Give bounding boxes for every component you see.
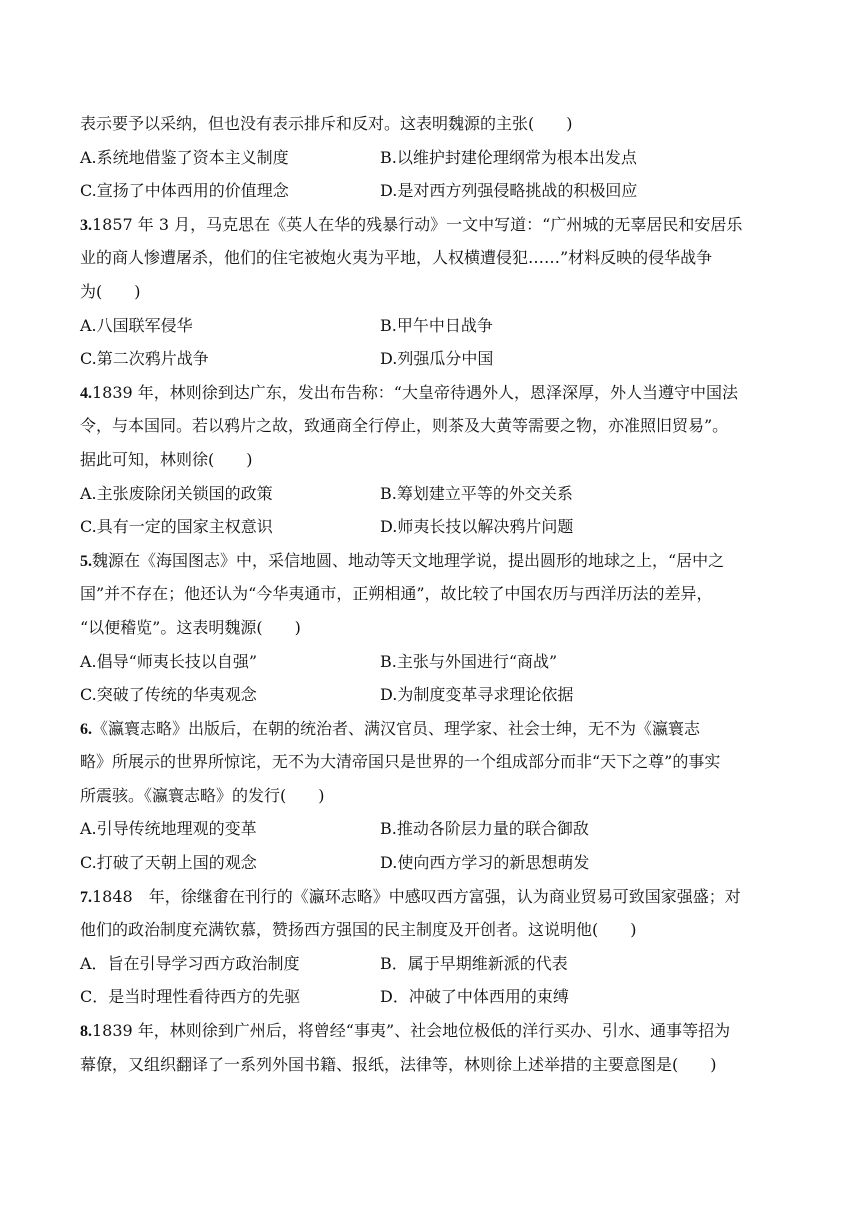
question-list <box>80 107 782 1081</box>
question-5-option-c[interactable]: C.突破了传统的华夷观念 <box>80 685 257 705</box>
question-3-stem-line-1: 3.1857 年 3 月，马克思在《英人在华的残暴行动》一文中写道：“广州城的无辜居民和安居乐 <box>80 214 743 234</box>
question-5-number: 5. <box>80 552 92 570</box>
question-5-stem-line-3: “以便稽览”。这表明魏源( ) <box>80 617 301 637</box>
question-6-number: 6. <box>80 720 92 738</box>
question-4-options-row-2 <box>80 510 782 544</box>
question-7-options-row-1 <box>80 947 782 981</box>
question-7-number: 7. <box>80 888 92 906</box>
question-3-options-row-1 <box>80 309 782 343</box>
question-4-stem-line-3: 据此可知，林则徐( ) <box>80 449 253 469</box>
question-4-option-b[interactable]: B.筹划建立平等的外交关系 <box>380 483 573 503</box>
question-6-option-b[interactable]: B.推动各阶层力量的联合御敌 <box>380 819 589 839</box>
question-7-options-row-2 <box>80 980 782 1014</box>
question-6-option-d[interactable]: D.使向西方学习的新思想萌发 <box>380 853 590 873</box>
question-4-number: 4. <box>80 384 92 402</box>
question-4-stem-line-2: 令，与本国同。若以鸦片之故，致通商全行停止，则茶及大黄等需要之物，亦准照旧贸易”。 <box>80 416 729 436</box>
question-4-stem-line-1: 4.1839 年，林则徐到达广东，发出布告称：“大皇帝待遇外人，恩泽深厚，外人当遵守中国法 <box>80 382 738 402</box>
question-3-option-d[interactable]: D.列强瓜分中国 <box>380 349 494 369</box>
question-4-option-d[interactable]: D.师夷长技以解决鸦片问题 <box>380 517 574 537</box>
question-6-stem-line-3: 所震骇。《瀛寰志略》的发行( ) <box>80 785 325 805</box>
question-2-option-d[interactable]: D.是对西方列强侵略挑战的积极回应 <box>380 181 638 201</box>
question-3-option-b[interactable]: B.甲午中日战争 <box>380 315 493 335</box>
question-5-option-b[interactable]: B.主张与外国进行“商战” <box>380 651 558 671</box>
question-3-stem-line-2: 业的商人惨遭屠杀，他们的住宅被炮火夷为平地，人权横遭侵犯……”材料反映的侵华战争 <box>80 248 713 268</box>
question-2-option-c[interactable]: C.宣扬了中体西用的价值理念 <box>80 181 289 201</box>
question-7-stem-line-1: 7.1848 年，徐继畬在刊行的《瀛环志略》中感叹西方富强，认为商业贸易可致国家强盛；对 <box>80 886 741 906</box>
question-7-option-b[interactable]: B．属于早期维新派的代表 <box>380 953 568 973</box>
question-6-option-a[interactable]: A.引导传统地理观的变革 <box>80 819 257 839</box>
question-6-options-row-1 <box>80 812 782 846</box>
question-7-option-d[interactable]: D．冲破了中体西用的束缚 <box>380 987 569 1007</box>
question-5-stem-line-1: 5.魏源在《海国图志》中，采信地圆、地动等天文地理学说，提出圆形的地球之上，“居中之 <box>80 550 725 570</box>
question-8-number: 8. <box>80 1023 92 1041</box>
question-2-option-a[interactable]: A.系统地借鉴了资本主义制度 <box>80 147 289 167</box>
question-4-options-row-1 <box>80 477 782 511</box>
question-7-stem-line-2: 他们的政治制度充满钦慕，赞扬西方强国的民主制度及开创者。这说明他( ) <box>80 920 637 940</box>
question-2-options-row-2 <box>80 174 782 208</box>
question-2-stem-line: 表示要予以采纳，但也没有表示排斥和反对。这表明魏源的主张( ) <box>80 114 573 133</box>
question-3-option-c[interactable]: C.第二次鸦片战争 <box>80 349 209 369</box>
question-3-stem-line-3: 为( ) <box>80 281 141 301</box>
question-5-options-row-1 <box>80 645 782 679</box>
question-3-options-row-2 <box>80 342 782 376</box>
question-6-stem-line-2: 略》所展示的世界所惊诧，无不为大清帝国只是世界的一个组成部分而非“天下之尊”的事实 <box>80 752 721 772</box>
question-3-option-a[interactable]: A.八国联军侵华 <box>80 315 193 335</box>
question-8-stem-line-2: 幕僚，又组织翻译了一系列外国书籍、报纸，法律等，林则徐上述举措的主要意图是( ) <box>80 1054 717 1074</box>
question-3-number: 3. <box>80 216 92 234</box>
question-4-option-a[interactable]: A.主张废除闭关锁国的政策 <box>80 483 273 503</box>
question-5-options-row-2 <box>80 678 782 712</box>
question-5-option-a[interactable]: A.倡导“师夷长技以自强” <box>80 651 258 671</box>
question-6-stem-line-1: 6.《瀛寰志略》出版后，在朝的统治者、满汉官员、理学家、社会士绅，无不为《瀛寰志 <box>80 718 701 738</box>
question-2-option-b[interactable]: B.以维护封建伦理纲常为根本出发点 <box>380 147 637 167</box>
question-6-options-row-2 <box>80 846 782 880</box>
question-8-stem-line-1: 8.1839 年，林则徐到广州后，将曾经“事夷”、社会地位极低的洋行买办、引水、通事等招为 <box>80 1021 731 1041</box>
question-2-options-row-1 <box>80 141 782 175</box>
question-6-option-c[interactable]: C.打破了天朝上国的观念 <box>80 853 257 873</box>
question-5-option-d[interactable]: D.为制度变革寻求理论依据 <box>380 685 574 705</box>
question-7-option-a[interactable]: A．旨在引导学习西方政治制度 <box>80 953 300 973</box>
question-5-stem-line-2: 国”并不存在；他还认为“今华夷通市，正朔相通”，故比较了中国农历与西洋历法的差异， <box>80 584 713 604</box>
question-4-option-c[interactable]: C.具有一定的国家主权意识 <box>80 517 273 537</box>
question-7-option-c[interactable]: C．是当时理性看待西方的先驱 <box>80 987 301 1007</box>
